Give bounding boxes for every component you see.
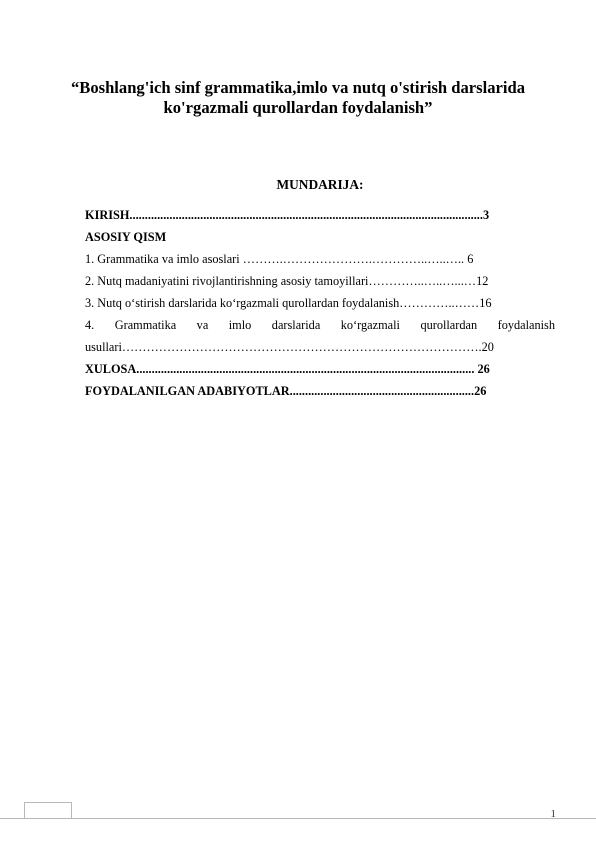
toc-entry-4-word: imlo bbox=[228, 318, 252, 332]
toc-entry-2: 2. Nutq madaniyatini rivojlantirishning asosiy tamoyillari…………..…..…...…12 bbox=[85, 274, 489, 288]
toc-entry-4-line-2: usullari…………………………………………………………………………….20 bbox=[85, 340, 494, 354]
toc-entry-adabiyotlar: FOYDALANILGAN ADABIYOTLAR............................................................26 bbox=[85, 384, 487, 398]
toc-entry-4-word: ko‘rgazmali bbox=[340, 318, 400, 332]
toc-entry-4-word: Grammatika bbox=[114, 318, 177, 332]
toc-entry-3: 3. Nutq o‘stirish darslarida ko‘rgazmali qurollardan foydalanish…………..……16 bbox=[85, 296, 492, 310]
page-number: 1 bbox=[550, 808, 556, 820]
footer-rule bbox=[0, 818, 596, 819]
toc-entry-4-word: foydalanish bbox=[497, 318, 555, 332]
title-line-1: “Boshlang'ich sinf grammatika,imlo va nutq o'stirish darslarida bbox=[70, 78, 526, 97]
title-line-2: ko'rgazmali qurollardan foydalanish” bbox=[163, 98, 433, 117]
toc-entry-4-word: va bbox=[196, 318, 209, 332]
toc-entry-4-word: 4. bbox=[85, 318, 95, 332]
toc-heading: MUNDARIJA: bbox=[276, 177, 364, 192]
toc-entry-1: 1. Grammatika va imlo asoslari ……….………………….…………..…..….. 6 bbox=[85, 252, 474, 266]
toc-entry-4-word: qurollardan bbox=[420, 318, 478, 332]
document-title bbox=[60, 78, 536, 118]
table-of-contents bbox=[85, 204, 555, 402]
toc-entry-kirish: KIRISH...................................................................................................................3 bbox=[85, 208, 490, 222]
toc-section-asosiy-qism: ASOSIY QISM bbox=[85, 230, 167, 244]
toc-entry-4-word: darslarida bbox=[271, 318, 321, 332]
toc-entry-4-line-1 bbox=[85, 314, 555, 336]
footer-corner-mark bbox=[24, 802, 72, 818]
toc-entry-xulosa: XULOSA.............................................................................................................. 26 bbox=[85, 362, 490, 376]
